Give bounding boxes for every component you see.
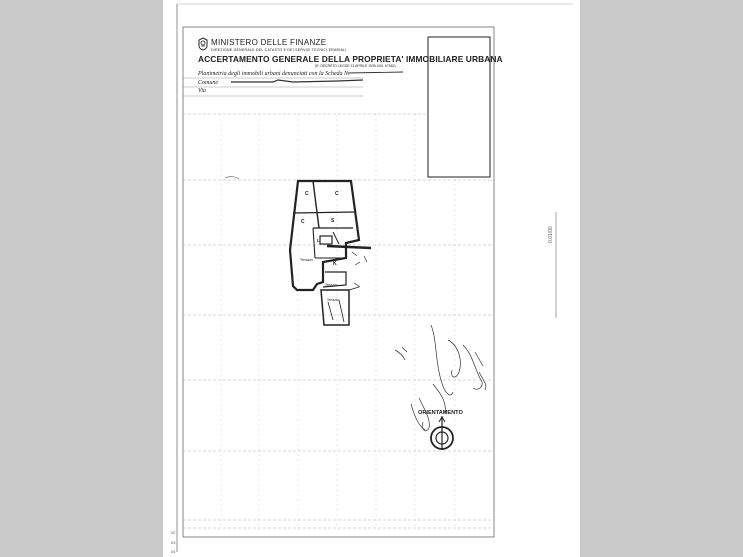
terrace-label: Terrazzo [327, 298, 340, 302]
state-emblem-icon [197, 37, 209, 51]
via-label: Via [198, 88, 206, 94]
terrace-label: Terrazzo [325, 283, 338, 287]
planimetry-caption: Planimetria degli immobili urbani denunciati con la Scheda N. [198, 71, 350, 77]
ministry-name: MINISTERO DELLE FINANZE [211, 38, 327, 47]
room-label-s: S [331, 218, 335, 224]
room-label-c: C [305, 191, 309, 197]
orientation-label: ORIENTAMENTO [418, 410, 463, 416]
margin-mark: 02 [171, 530, 176, 535]
north-compass-icon [429, 416, 455, 452]
document-title: ACCERTAMENTO GENERALE DELLA PROPRIETA' IMMOBILIARE URBANA [198, 54, 503, 64]
room-label-c: C [335, 191, 339, 197]
comune-label: Comune [198, 80, 218, 86]
decree-reference: (R. DECRETO LEGGE 13 APRILE 1939-XVII, N°652) [315, 64, 396, 68]
margin-mark: 04 [171, 549, 176, 554]
side-margin-label: 0.01/00 [548, 226, 554, 243]
room-label-c: C [301, 219, 305, 225]
cadastral-sheet [163, 0, 580, 557]
sheet-frame-and-grid [163, 0, 580, 557]
room-label-l: L [317, 238, 320, 243]
margin-mark: 03 [171, 540, 176, 545]
floor-plan [290, 181, 371, 325]
directorate-line: DIREZIONE GENERALE DEL CATASTO E DEI SERVIZI TECNICI ERARIALI [211, 48, 347, 52]
room-label-k: K [333, 261, 337, 267]
terrace-label: Terrazzo [300, 258, 314, 262]
